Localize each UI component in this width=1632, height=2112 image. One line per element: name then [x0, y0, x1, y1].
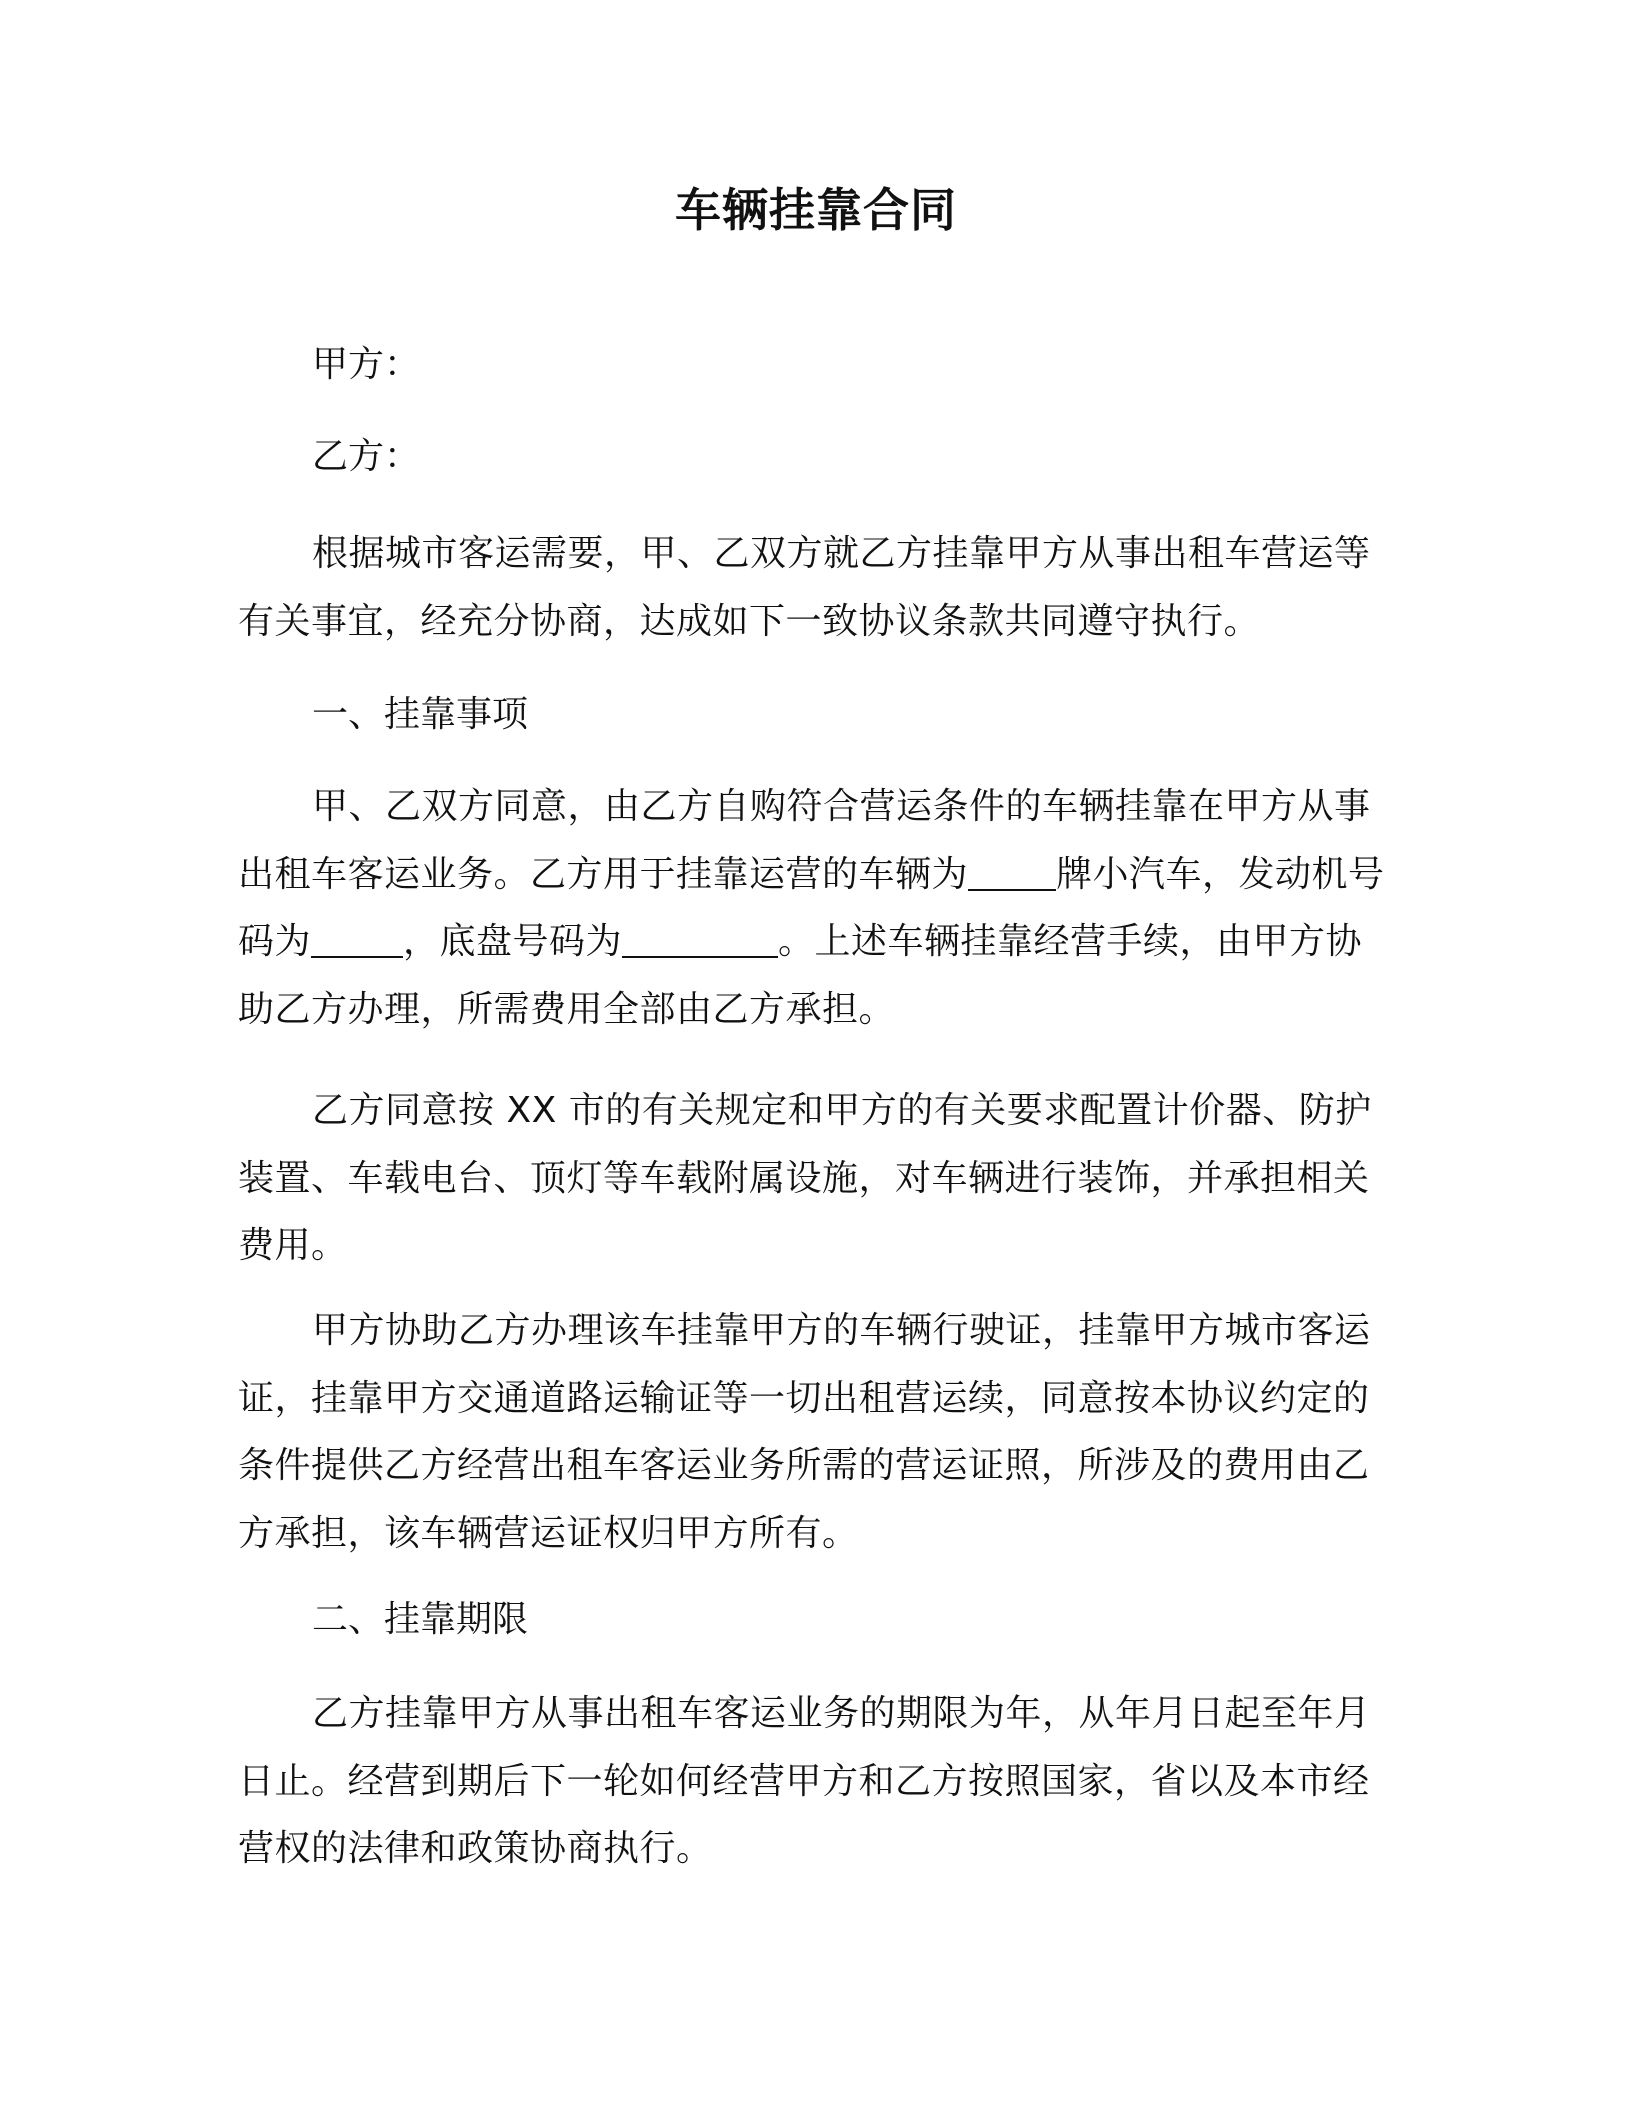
section-1-paragraph-2: 乙方同意按 XX 市的有关规定和甲方的有关要求配置计价器、防护装置、车载电台、顶灯等车载附属设施，对车辆进行装饰，并承担相关费用。 [238, 1090, 1372, 1266]
section-2-paragraph-1: 乙方挂靠甲方从事出租车客运业务的期限为年，从年月日起至年月日止。经营到期后下一轮如何经营甲方和乙方按照国家，省以及本市经营权的法律和政策协商执行。 [238, 1693, 1371, 1869]
section-1-text-part-1: 甲、乙双方同意，由乙方自购符合营运条件的车辆挂靠在甲方从事出租车客运业务。乙方用于挂靠运营的车辆为 [238, 786, 1371, 895]
section-2-heading: 二、挂靠期限 [312, 1599, 529, 1640]
party-a-label: 甲方： [312, 344, 421, 385]
engine-number-blank [311, 920, 403, 958]
chassis-number-blank [622, 920, 778, 958]
section-1-text-part-2: 牌小汽车，发动机号码为 [238, 853, 1385, 962]
section-1-paragraph-1 [238, 773, 1394, 1043]
section-1-heading: 一、挂靠事项 [312, 694, 529, 735]
party-b-label: 乙方： [312, 436, 421, 477]
document-title: 车辆挂靠合同 [675, 183, 957, 237]
section-1-text-part-4: 。上述车辆挂靠经营手续，由甲方协助乙方办理，所需费用全部由乙方承担。 [238, 921, 1363, 1030]
section-1-paragraph-3: 甲方协助乙方办理该车挂靠甲方的车辆行驶证，挂靠甲方城市客运证，挂靠甲方交通道路运输证等一切出租营运续，同意按本协议约定的条件提供乙方经营出租车客运业务所需的营运证照，所涉及的费用由乙方承担，该车辆营运证权归甲方所有。 [238, 1310, 1371, 1554]
plate-number-blank [968, 853, 1056, 891]
section-1-text-part-3: ，底盘号码为 [403, 921, 623, 962]
intro-paragraph: 根据城市客运需要，甲、乙双方就乙方挂靠甲方从事出租车营运等有关事宜，经充分协商，达成如下一致协议条款共同遵守执行。 [238, 533, 1371, 642]
